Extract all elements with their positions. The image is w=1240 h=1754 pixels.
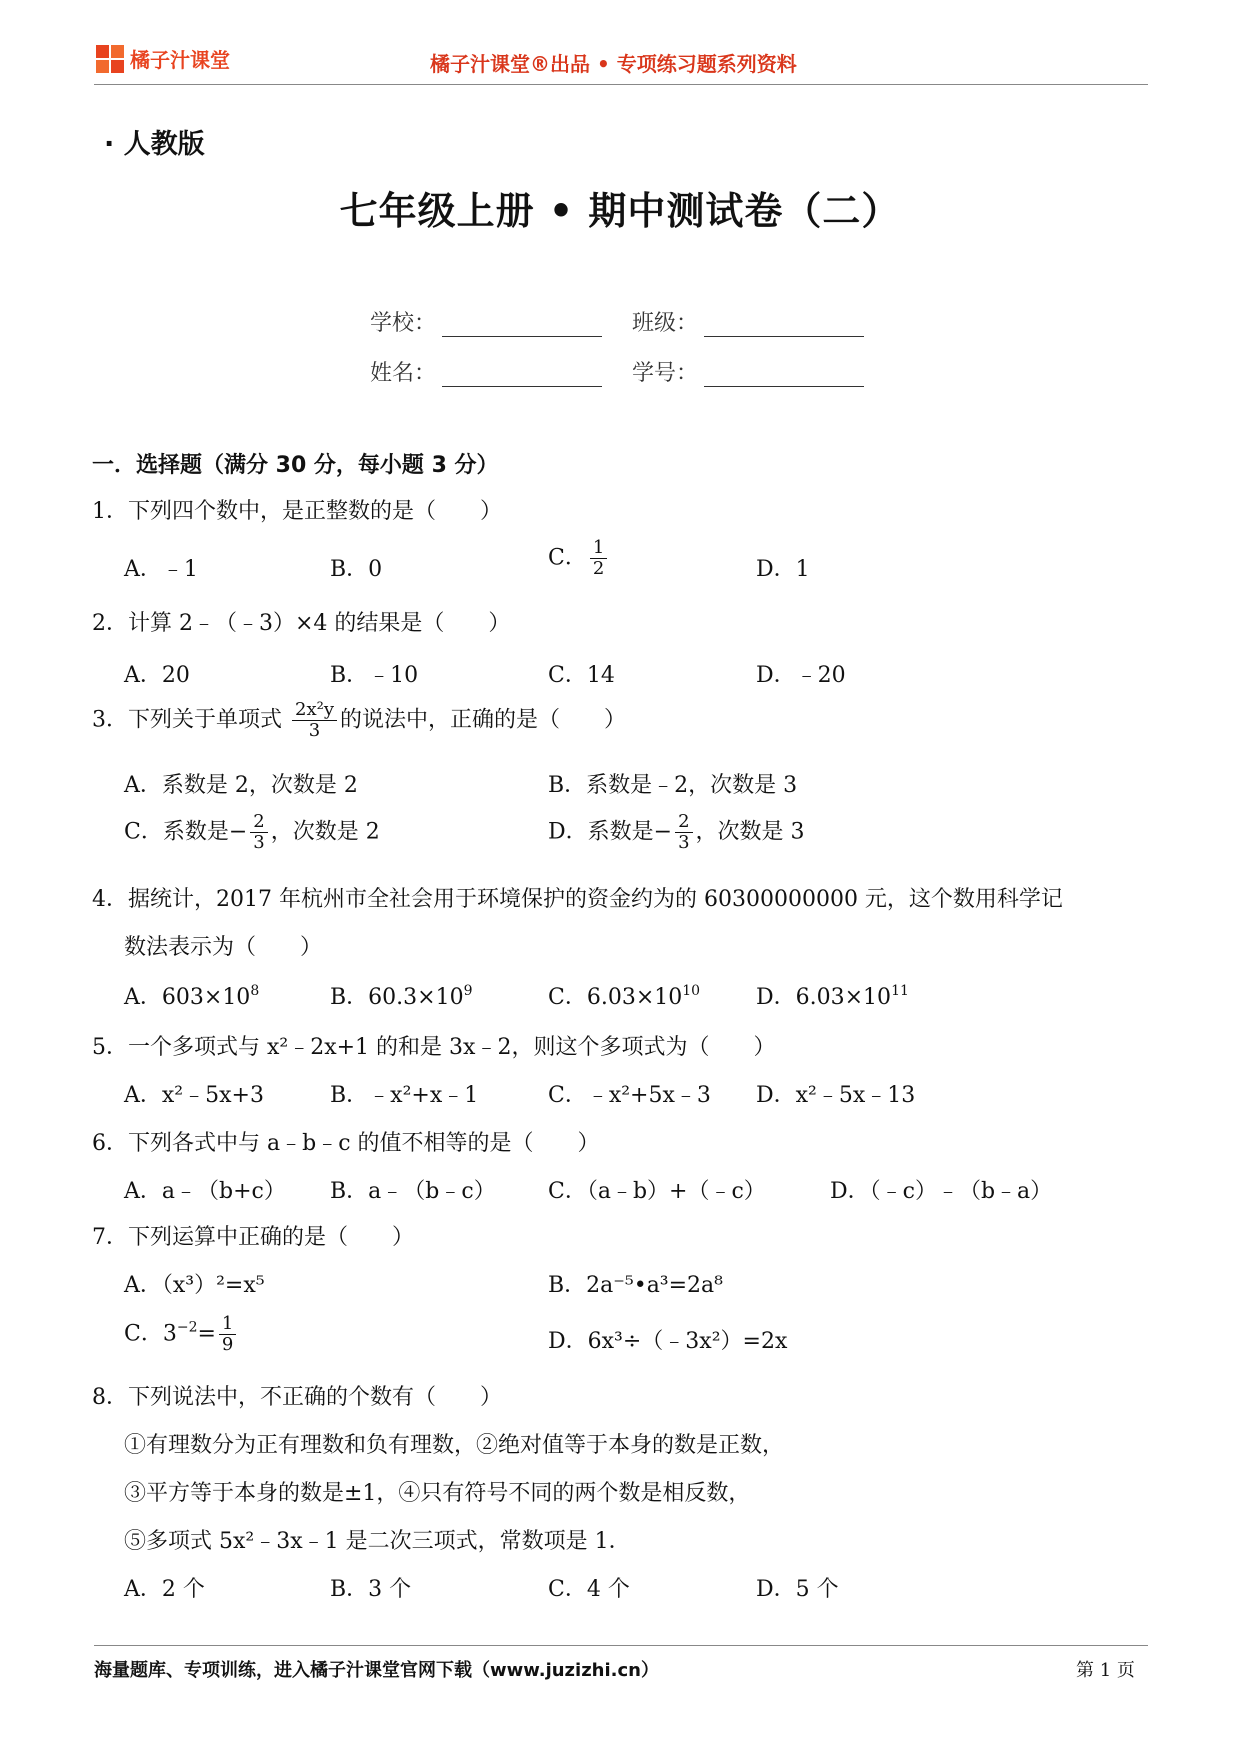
header-divider <box>94 84 1148 85</box>
footer-promo: 海量题库、专项训练，进入橘子汁课堂官网下载（www.juzizhi.cn） <box>94 1660 659 1681</box>
q7-option-b: B．2a⁻⁵•a³=2a⁸ <box>548 1273 723 1298</box>
question-6-stem: 6．下列各式中与 a﹣b﹣c 的值不相等的是（ ） <box>92 1131 600 1156</box>
class-blank[interactable] <box>704 312 864 337</box>
exponent: 8 <box>250 983 260 999</box>
fraction-denominator: 9 <box>221 1333 234 1355</box>
fraction-denominator: 3 <box>308 719 321 741</box>
q3-option-c-pre: C．系数是 <box>124 819 229 845</box>
school-field <box>370 306 602 337</box>
q8-statement-line3: ⑤多项式 5x²﹣3x﹣1 是二次三项式，常数项是 1． <box>124 1529 631 1554</box>
exponent: 11 <box>891 983 909 999</box>
q8-statement-line1: ①有理数分为正有理数和负有理数，②绝对值等于本身的数是正数， <box>124 1433 785 1458</box>
name-blank[interactable] <box>442 362 602 387</box>
q1-option-b: B．0 <box>330 557 383 582</box>
name-label: 姓名： <box>370 361 437 386</box>
fraction <box>675 812 692 853</box>
fraction-numerator: 2x²y <box>292 700 337 721</box>
question-7-stem: 7．下列运算中正确的是（ ） <box>92 1225 414 1250</box>
q8-option-b: B．3 个 <box>330 1577 412 1602</box>
q2-option-c: C．14 <box>548 663 615 688</box>
q7-option-d: D．6x³÷（﹣3x²）=2x <box>548 1329 788 1354</box>
fraction <box>250 812 267 853</box>
q8-option-d: D．5 个 <box>756 1577 839 1602</box>
q8-option-c: C．4 个 <box>548 1577 630 1602</box>
question-5-stem: 5．一个多项式与 x²﹣2x+1 的和是 3x﹣2，则这个多项式为（ ） <box>92 1035 776 1060</box>
student-no-label: 学号： <box>632 361 699 386</box>
school-blank[interactable] <box>442 312 602 337</box>
question-1-stem: 1．下列四个数中，是正整数的是（ ） <box>92 499 502 524</box>
school-label: 学校： <box>370 311 437 336</box>
q3-option-d-pre: D．系数是 <box>548 819 654 845</box>
q1-option-d: D．1 <box>756 557 810 582</box>
edition-label: · 人教版 <box>104 129 205 160</box>
class-label: 班级： <box>632 311 699 336</box>
q3-option-c: C．系数是− $\frac{2}{3}$ ，次数是 2 <box>124 811 380 853</box>
q5-option-d: D．x²﹣5x﹣13 <box>756 1083 916 1108</box>
page-number: 第 1 页 <box>1076 1660 1135 1681</box>
fraction-numerator: 2 <box>675 812 692 833</box>
q6-option-b: B．a﹣（b﹣c） <box>330 1179 496 1204</box>
q5-option-c: C．﹣x²+5x﹣3 <box>548 1083 711 1108</box>
brand-name: 橘子汁课堂 <box>130 48 230 72</box>
q2-option-d: D．﹣20 <box>756 663 846 688</box>
fraction <box>590 538 607 579</box>
q4-option-b-base: B．60.3×10 <box>330 985 464 1010</box>
section-heading: 一．选择题（满分 30 分，每小题 3 分） <box>92 453 499 478</box>
question-4-stem-line2: 数法表示为（ ） <box>124 935 323 960</box>
question-3-stem <box>92 700 626 741</box>
q4-option-a-base: A．603×10 <box>124 985 251 1010</box>
student-no-blank[interactable] <box>704 362 864 387</box>
q4-option-c-base: C．6.03×10 <box>548 985 683 1010</box>
q1-option-c-label: C． <box>548 545 587 571</box>
q7-option-c-base: C．3 <box>124 1321 177 1347</box>
fraction-denominator: 3 <box>678 831 690 853</box>
q7-option-a: A．（x³）²=x⁵ <box>124 1273 265 1298</box>
q3-option-a: A．系数是 2，次数是 2 <box>124 773 358 798</box>
fraction <box>219 1314 236 1355</box>
q6-option-a: A．a﹣（b+c） <box>124 1179 286 1204</box>
q4-option-b <box>330 980 473 1011</box>
q8-option-a: A．2 个 <box>124 1577 205 1602</box>
q8-statement-line2: ③平方等于本身的数是±1，④只有符号不同的两个数是相反数， <box>124 1481 751 1506</box>
header-title: 橘子汁课堂®出品 • 专项练习题系列资料 <box>430 52 797 76</box>
q6-option-c: C．（a﹣b）+（﹣c） <box>548 1179 766 1204</box>
brand-logo <box>96 44 230 73</box>
monomial-fraction <box>292 700 337 741</box>
q4-option-d-base: D．6.03×10 <box>756 985 892 1010</box>
fraction-numerator: 2 <box>250 812 267 833</box>
q6-option-d: D．（﹣c）﹣（b﹣a） <box>830 1179 1053 1204</box>
q3-stem-post: 的说法中，正确的是（ ） <box>340 707 627 733</box>
q7-option-c <box>124 1314 239 1355</box>
question-2-stem: 2．计算 2﹣（﹣3）×4 的结果是（ ） <box>92 611 511 636</box>
exponent: 10 <box>682 983 701 999</box>
question-8-stem: 8．下列说法中，不正确的个数有（ ） <box>92 1385 502 1410</box>
q4-option-c <box>548 980 700 1011</box>
q4-option-a <box>124 980 259 1011</box>
fraction-denominator: 3 <box>253 831 265 853</box>
fraction-numerator: 1 <box>219 1314 236 1335</box>
q1-option-a: A．﹣1 <box>124 557 198 582</box>
footer-divider <box>94 1645 1148 1646</box>
exponent: −2 <box>176 1319 198 1336</box>
exponent: 9 <box>463 983 473 999</box>
class-field <box>632 306 864 337</box>
equals-sign: = <box>197 1321 216 1347</box>
q4-option-d <box>756 980 909 1011</box>
page-title: 七年级上册 • 期中测试卷（二） <box>339 189 901 233</box>
question-4-stem-line1: 4．据统计，2017 年杭州市全社会用于环境保护的资金约为的 60300000000 元，这个数用科学记 <box>92 887 1063 912</box>
q5-option-a: A．x²﹣5x+3 <box>124 1083 264 1108</box>
name-field <box>370 356 602 387</box>
student-no-field <box>632 356 864 387</box>
q5-option-b: B．﹣x²+x﹣1 <box>330 1083 479 1108</box>
logo-grid-icon <box>96 45 124 73</box>
q2-option-b: B．﹣10 <box>330 663 419 688</box>
fraction-numerator: 1 <box>590 538 607 559</box>
q1-option-c <box>548 538 610 579</box>
q3-option-d: D．系数是− $\frac{2}{3}$ ，次数是 3 <box>548 811 805 853</box>
q3-option-b: B．系数是﹣2，次数是 3 <box>548 773 798 798</box>
fraction-denominator: 2 <box>592 557 605 579</box>
q2-option-a: A．20 <box>124 663 190 688</box>
q3-option-c-post: ，次数是 2 <box>270 819 380 845</box>
q3-option-d-post: ，次数是 3 <box>695 819 805 845</box>
q3-stem-pre: 3．下列关于单项式 <box>92 707 289 733</box>
